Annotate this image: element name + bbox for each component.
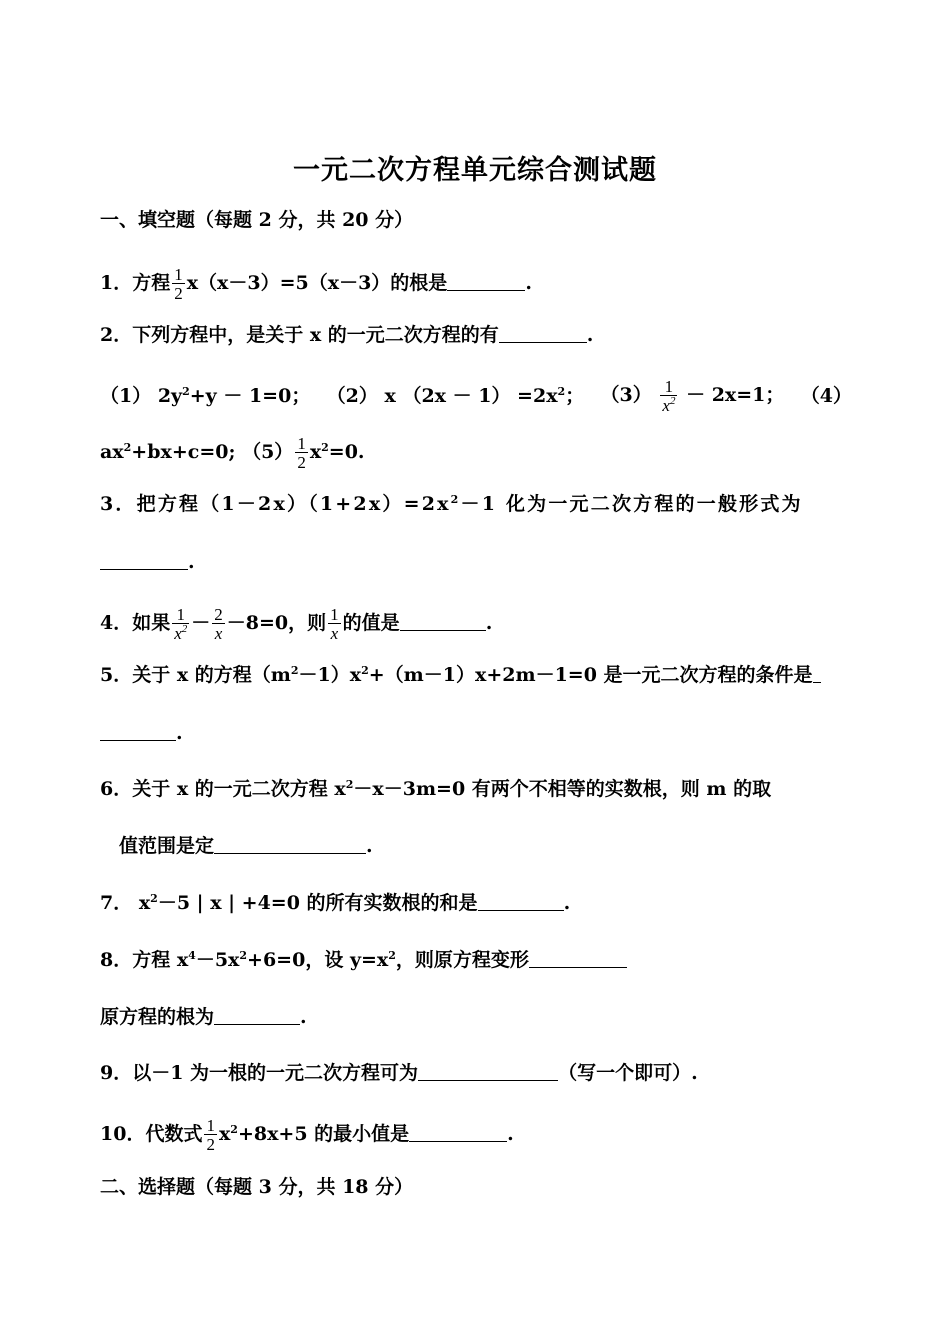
answer-blank[interactable]	[409, 1123, 507, 1142]
fraction-one-over-x: $\frac{1}{x}$	[330, 605, 339, 643]
option-3: （3） $\frac{1}{x^2}$ － 2x=1；	[600, 377, 785, 415]
question-9: 9．以－1 为一根的一元二次方程可为 （写一个即可）.	[100, 1062, 698, 1084]
fraction-one-over-x-squared: $\frac{1}{x^2}$	[174, 605, 188, 643]
option-4: （4）	[800, 385, 852, 407]
fraction-two-over-x: $\frac{2}{x}$	[214, 605, 223, 643]
answer-blank[interactable]	[400, 612, 486, 631]
question-5-cont: .	[100, 721, 852, 745]
section-1-heading: 一、填空题（每题 2 分，共 20 分）	[100, 209, 414, 231]
option-1: （1） $2y^2+y - 1=0$；	[100, 385, 311, 407]
question-2-options-cont: $ax^2+bx+c=0$; （5） $\frac{1}{2}$ $x^2=0$.	[100, 434, 365, 472]
answer-blank[interactable]	[214, 835, 366, 854]
answer-blank[interactable]	[478, 892, 564, 911]
answer-blank[interactable]	[214, 1006, 300, 1025]
question-5: 5．关于 x 的方程$(m^2-1)x^2+(m-1)x+2m-1=0$ 是一元二次方程的条件是	[100, 663, 852, 687]
question-2-options	[100, 378, 852, 414]
answer-blank[interactable]	[813, 664, 821, 683]
answer-blank[interactable]	[418, 1062, 558, 1081]
question-1: 1．方程 $\frac{1}{2}$ x（x－3）=5（x－3）的根是 .	[100, 265, 532, 303]
question-7: 7． $x^2-5$ | x | +4=0 的所有实数根的和是 .	[100, 892, 571, 914]
question-4: 4．如果 $\frac{1}{x^2}$ － $\frac{2}{x}$ －8=0，则 $\frac{1}{x}$ 的值是 .	[100, 605, 493, 643]
answer-blank[interactable]	[100, 722, 176, 741]
question-8-cont: 原方程的根为 .	[100, 1006, 307, 1028]
question-6: 6．关于 x 的一元二次方程 $x^2-x-3m=0$ 有两个不相等的实数根，则 m 的取	[100, 778, 772, 800]
answer-blank[interactable]	[529, 949, 627, 968]
question-8: 8．方程 $x^4-5x^2+6=0$，设 $y=x^2$，则原方程变形	[100, 948, 852, 972]
answer-blank[interactable]	[447, 272, 525, 291]
fraction-one-half: $\frac{1}{2}$	[206, 1116, 215, 1154]
question-10: 10．代数式 $\frac{1}{2}$ $x^2+8x+5$ 的最小值是 .	[100, 1116, 514, 1154]
question-3-cont: .	[100, 550, 852, 574]
fraction-one-over-x-squared: $\frac{1}{x^2}$	[662, 377, 676, 415]
answer-blank[interactable]	[499, 324, 587, 343]
question-2: 2．下列方程中，是关于 x 的一元二次方程的有 .	[100, 324, 594, 346]
fraction-one-half: $\frac{1}{2}$	[174, 265, 183, 303]
answer-blank[interactable]	[100, 551, 188, 570]
option-2: （2） x $(2x - 1) =2x^2$；	[326, 385, 585, 407]
page-title: 一元二次方程单元综合测试题	[293, 155, 657, 186]
fraction-one-half: $\frac{1}{2}$	[297, 434, 306, 472]
section-2-heading: 二、选择题（每题 3 分，共 18 分）	[100, 1176, 414, 1198]
question-6-cont: 值范围是定 .	[119, 835, 373, 857]
question-3: 3．把方程$(1-2x)(1+2x)=2x^2-1$ 化为一元二次方程的一般形式为	[100, 493, 803, 515]
